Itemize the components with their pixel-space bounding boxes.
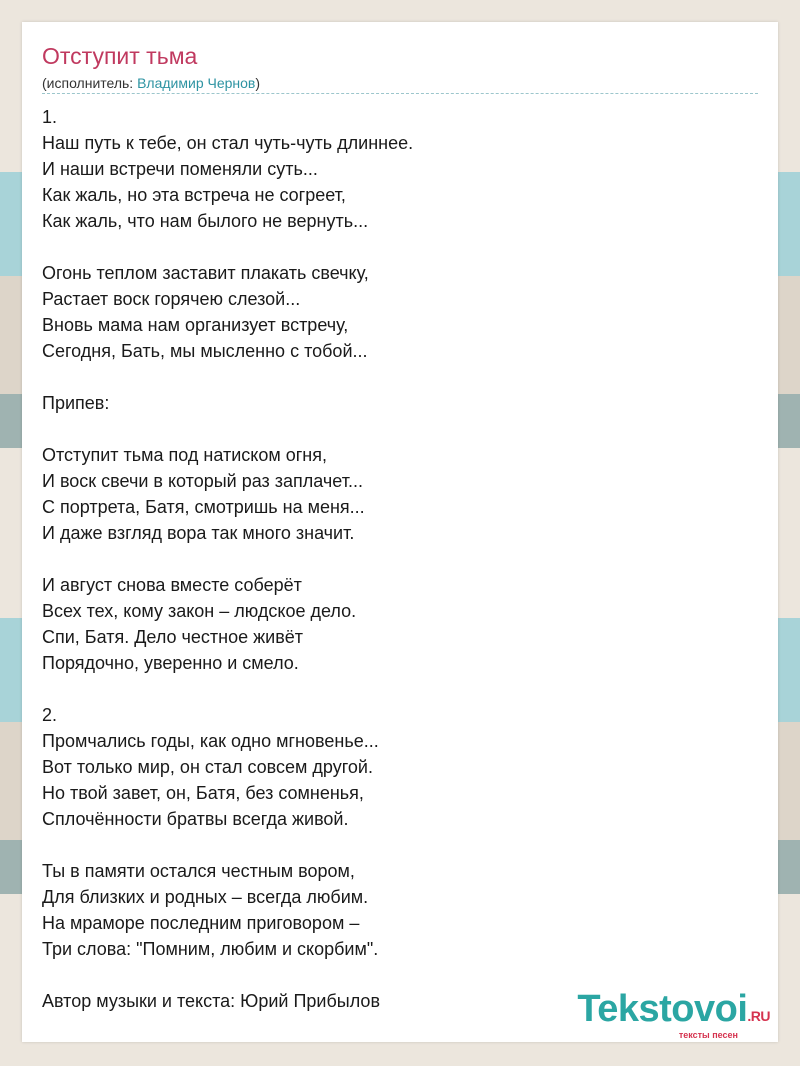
lyric-line: Огонь теплом заставит плакать свечку, <box>42 263 369 283</box>
lyric-line: Всех тех, кому закон – людское дело. <box>42 601 357 621</box>
lyric-line: Автор музыки и текста: Юрий Прибылов <box>42 991 381 1011</box>
lyric-line: И август снова вместе соберёт <box>42 575 302 595</box>
logo-tagline: тексты песен <box>678 1030 738 1040</box>
site-logo[interactable] <box>577 989 770 1040</box>
lyric-line: Растает воск горячею слезой... <box>42 289 301 309</box>
logo-wordmark <box>577 989 770 1036</box>
lyric-line: Но твой завет, он, Батя, без сомненья, <box>42 783 364 803</box>
lyric-line: 2. <box>42 705 58 725</box>
lyric-line: Сплочённости братвы всегда живой. <box>42 809 349 829</box>
lyric-line: И даже взгляд вора так много значит. <box>42 523 355 543</box>
lyric-line: И воск свечи в который раз заплачет... <box>42 471 363 491</box>
lyric-line: Отступит тьма под натиском огня, <box>42 445 327 465</box>
lyric-line: Наш путь к тебе, он стал чуть-чуть длиннее. <box>42 133 414 153</box>
lyric-line: 1. <box>42 107 58 127</box>
lyric-line: Как жаль, но эта встреча не согреет, <box>42 185 346 205</box>
lyric-line <box>42 962 758 988</box>
lyric-line: И наши встречи поменяли суть... <box>42 159 318 179</box>
lyric-line: На мраморе последним приговором – <box>42 913 360 933</box>
performer-suffix: ) <box>255 75 261 91</box>
lyric-line <box>42 676 758 702</box>
lyric-line: Вот только мир, он стал совсем другой. <box>42 757 373 777</box>
performer-link[interactable]: Владимир Чернов <box>137 75 256 91</box>
lyric-line <box>42 234 758 260</box>
lyric-line <box>42 832 758 858</box>
lyric-line: Промчались годы, как одно мгновенье... <box>42 731 379 751</box>
lyrics-text <box>42 104 758 1014</box>
lyric-line: С портрета, Батя, смотришь на меня... <box>42 497 365 517</box>
performer-line <box>42 74 260 92</box>
lyric-line: Ты в памяти остался честным вором, <box>42 861 355 881</box>
performer-prefix: (исполнитель: <box>42 75 138 91</box>
lyric-line <box>42 364 758 390</box>
lyric-line: Порядочно, уверенно и смело. <box>42 653 299 673</box>
lyric-line: Как жаль, что нам былого не вернуть... <box>42 211 369 231</box>
lyric-line <box>42 546 758 572</box>
lyric-line: Вновь мама нам организует встречу, <box>42 315 349 335</box>
lyric-line: Сегодня, Бать, мы мысленно с тобой... <box>42 341 368 361</box>
logo-domain: .RU <box>747 1008 770 1024</box>
lyrics-card <box>22 22 778 1042</box>
lyric-line <box>42 416 758 442</box>
lyric-line: Спи, Батя. Дело честное живёт <box>42 627 304 647</box>
lyric-line: Припев: <box>42 393 110 413</box>
lyric-line: Три слова: "Помним, любим и скорбим". <box>42 939 379 959</box>
lyric-line: Для близких и родных – всегда любим. <box>42 887 369 907</box>
song-title: Отступит тьма <box>42 43 198 69</box>
title-divider <box>42 93 758 94</box>
logo-word: Tekstovoi <box>577 988 748 1030</box>
